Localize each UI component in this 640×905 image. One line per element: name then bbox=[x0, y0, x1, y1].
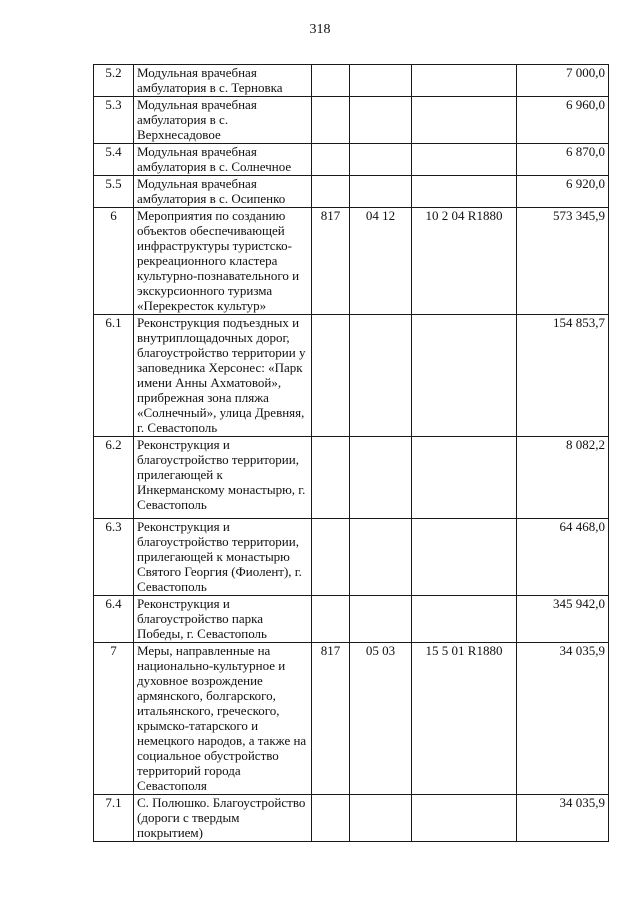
row-name: Меры, направленные на национально-культурное и духовное возрождение армянского, болгарского, итальянского, греческого, крымско-татарского и немецкого народов, а также на социальное обустройство территорий города Севастополя bbox=[134, 643, 312, 795]
page-number: 318 bbox=[309, 22, 331, 37]
row-section bbox=[350, 65, 412, 97]
row-name: Модульная врачебная амбулатория в с. Терновка bbox=[134, 65, 312, 97]
row-amount: 573 345,9 bbox=[517, 208, 609, 315]
row-number: 6.2 bbox=[94, 437, 134, 519]
table-row bbox=[94, 519, 609, 596]
row-section bbox=[350, 596, 412, 643]
row-amount: 6 920,0 bbox=[517, 176, 609, 208]
row-grbs bbox=[312, 65, 350, 97]
row-amount: 154 853,7 bbox=[517, 315, 609, 437]
row-article bbox=[412, 795, 517, 842]
row-article bbox=[412, 144, 517, 176]
row-grbs: 817 bbox=[312, 643, 350, 795]
row-amount: 7 000,0 bbox=[517, 65, 609, 97]
row-number: 6.1 bbox=[94, 315, 134, 437]
row-name: Реконструкция и благоустройство парка Победы, г. Севастополь bbox=[134, 596, 312, 643]
row-name: С. Полюшко. Благоустройство (дороги с твердым покрытием) bbox=[134, 795, 312, 842]
row-article bbox=[412, 596, 517, 643]
row-number: 5.3 bbox=[94, 97, 134, 144]
table-row bbox=[94, 65, 609, 97]
row-amount: 8 082,2 bbox=[517, 437, 609, 519]
row-grbs bbox=[312, 144, 350, 176]
row-article bbox=[412, 176, 517, 208]
table-row bbox=[94, 596, 609, 643]
row-grbs bbox=[312, 315, 350, 437]
row-name: Мероприятия по созданию объектов обеспечивающей инфраструктуры туристско-рекреационного кластера культурно-познавательного и экскурсионного туризма «Перекресток культур» bbox=[134, 208, 312, 315]
row-article: 10 2 04 R1880 bbox=[412, 208, 517, 315]
row-number: 7.1 bbox=[94, 795, 134, 842]
row-number: 6.3 bbox=[94, 519, 134, 596]
row-article bbox=[412, 97, 517, 144]
row-name: Модульная врачебная амбулатория в с. Солнечное bbox=[134, 144, 312, 176]
table-row bbox=[94, 643, 609, 795]
row-article bbox=[412, 315, 517, 437]
row-grbs bbox=[312, 176, 350, 208]
row-amount: 64 468,0 bbox=[517, 519, 609, 596]
row-amount: 34 035,9 bbox=[517, 795, 609, 842]
row-grbs bbox=[312, 795, 350, 842]
row-number: 5.4 bbox=[94, 144, 134, 176]
table-row bbox=[94, 795, 609, 842]
row-amount: 345 942,0 bbox=[517, 596, 609, 643]
row-article bbox=[412, 65, 517, 97]
row-name: Реконструкция подъездных и внутриплощадочных дорог, благоустройство территории у заповедника Херсонес: «Парк имени Анны Ахматовой», прибрежная зона пляжа «Солнечный», улица Древняя, г. Севастополь bbox=[134, 315, 312, 437]
row-number: 5.5 bbox=[94, 176, 134, 208]
row-number: 6.4 bbox=[94, 596, 134, 643]
row-section bbox=[350, 519, 412, 596]
row-article: 15 5 01 R1880 bbox=[412, 643, 517, 795]
row-grbs bbox=[312, 519, 350, 596]
table-row bbox=[94, 97, 609, 144]
row-amount: 6 960,0 bbox=[517, 97, 609, 144]
row-section: 04 12 bbox=[350, 208, 412, 315]
table-row bbox=[94, 176, 609, 208]
row-amount: 34 035,9 bbox=[517, 643, 609, 795]
table-row bbox=[94, 437, 609, 519]
row-grbs bbox=[312, 437, 350, 519]
budget-table bbox=[93, 64, 609, 842]
row-amount: 6 870,0 bbox=[517, 144, 609, 176]
row-section bbox=[350, 176, 412, 208]
row-number: 7 bbox=[94, 643, 134, 795]
row-article bbox=[412, 519, 517, 596]
row-grbs bbox=[312, 97, 350, 144]
row-section bbox=[350, 795, 412, 842]
row-name: Реконструкция и благоустройство территории, прилегающей к монастырю Святого Георгия (Фиолент), г. Севастополь bbox=[134, 519, 312, 596]
row-name: Модульная врачебная амбулатория в с. Осипенко bbox=[134, 176, 312, 208]
row-number: 5.2 bbox=[94, 65, 134, 97]
row-number: 6 bbox=[94, 208, 134, 315]
row-section bbox=[350, 97, 412, 144]
table-row bbox=[94, 144, 609, 176]
row-section: 05 03 bbox=[350, 643, 412, 795]
table-row bbox=[94, 208, 609, 315]
row-section bbox=[350, 315, 412, 437]
table-row bbox=[94, 315, 609, 437]
row-name: Модульная врачебная амбулатория в с. Верхнесадовое bbox=[134, 97, 312, 144]
row-section bbox=[350, 144, 412, 176]
row-article bbox=[412, 437, 517, 519]
row-name: Реконструкция и благоустройство территории, прилегающей к Инкерманскому монастырю, г. Севастополь bbox=[134, 437, 312, 519]
row-grbs: 817 bbox=[312, 208, 350, 315]
row-grbs bbox=[312, 596, 350, 643]
row-section bbox=[350, 437, 412, 519]
